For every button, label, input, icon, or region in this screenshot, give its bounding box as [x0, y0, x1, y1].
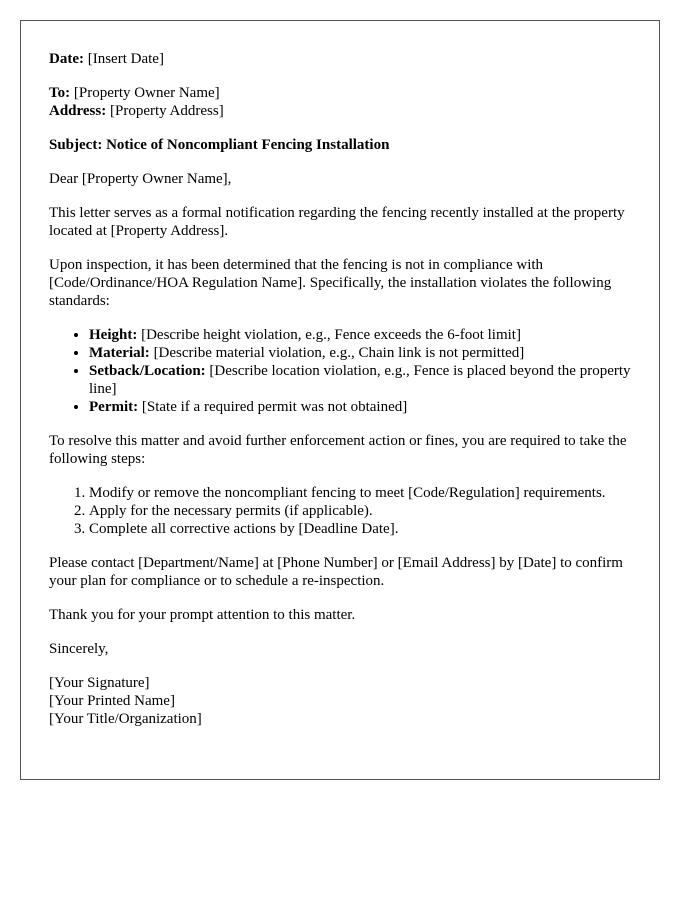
printed-name: [Your Printed Name]: [49, 693, 175, 709]
address-value: [Property Address]: [109, 103, 224, 119]
signature-block: [49, 674, 631, 728]
list-item: [89, 326, 631, 344]
violation-text: [Describe material violation, e.g., Chain link is not permitted]: [153, 345, 525, 361]
violation-text: [Describe location violation, e.g., Fence is placed beyond the property line]: [89, 363, 631, 397]
steps-list: [49, 484, 631, 538]
date-label: Date:: [49, 51, 84, 67]
list-item: 2. Apply for the necessary permits (if applicable).: [89, 502, 631, 520]
subject-line: Subject: Notice of Noncompliant Fencing Installation: [49, 137, 390, 153]
paragraph-thanks: Thank you for your prompt attention to this matter.: [49, 607, 356, 623]
list-item: [89, 362, 631, 398]
paragraph-resolution: To resolve this matter and avoid further enforcement action or fines, you are required to take the following steps:: [49, 433, 627, 467]
address-line: [49, 102, 631, 120]
address-label: Address:: [49, 103, 107, 119]
list-item: [89, 344, 631, 362]
list-item: 3. Complete all corrective actions by [Deadline Date].: [89, 520, 631, 538]
to-label: To:: [49, 85, 71, 101]
violations-list: [49, 326, 631, 416]
violation-label: Material:: [89, 345, 150, 361]
to-line: [49, 84, 631, 102]
date-line: [49, 50, 631, 68]
violation-label: Permit:: [89, 399, 139, 415]
list-item: [89, 398, 631, 416]
date-value: [Insert Date]: [87, 51, 164, 67]
list-item: 1. Modify or remove the noncompliant fencing to meet [Code/Regulation] requirements.: [89, 484, 631, 502]
paragraph-inspection: Upon inspection, it has been determined that the fencing is not in compliance with [Code/Ordinance/HOA Regulation Name]. Specifically, the installation violates the following standards:: [49, 257, 612, 309]
to-value: [Property Owner Name]: [73, 85, 220, 101]
signature: [Your Signature]: [49, 675, 150, 691]
title-organization: [Your Title/Organization]: [49, 711, 202, 727]
paragraph-notification: This letter serves as a formal notification regarding the fencing recently installed at the property located at [Property Address].: [49, 205, 625, 239]
salutation: Dear [Property Owner Name],: [49, 171, 232, 187]
letter-document: [20, 20, 660, 780]
violation-text: [State if a required permit was not obtained]: [141, 399, 408, 415]
sign-off: Sincerely,: [49, 641, 109, 657]
violation-label: Setback/Location:: [89, 363, 206, 379]
paragraph-contact: Please contact [Department/Name] at [Phone Number] or [Email Address] by [Date] to confirm your plan for compliance or to schedule a re-inspection.: [49, 555, 623, 589]
violation-label: Height:: [89, 327, 138, 343]
violation-text: [Describe height violation, e.g., Fence exceeds the 6-foot limit]: [141, 327, 521, 343]
